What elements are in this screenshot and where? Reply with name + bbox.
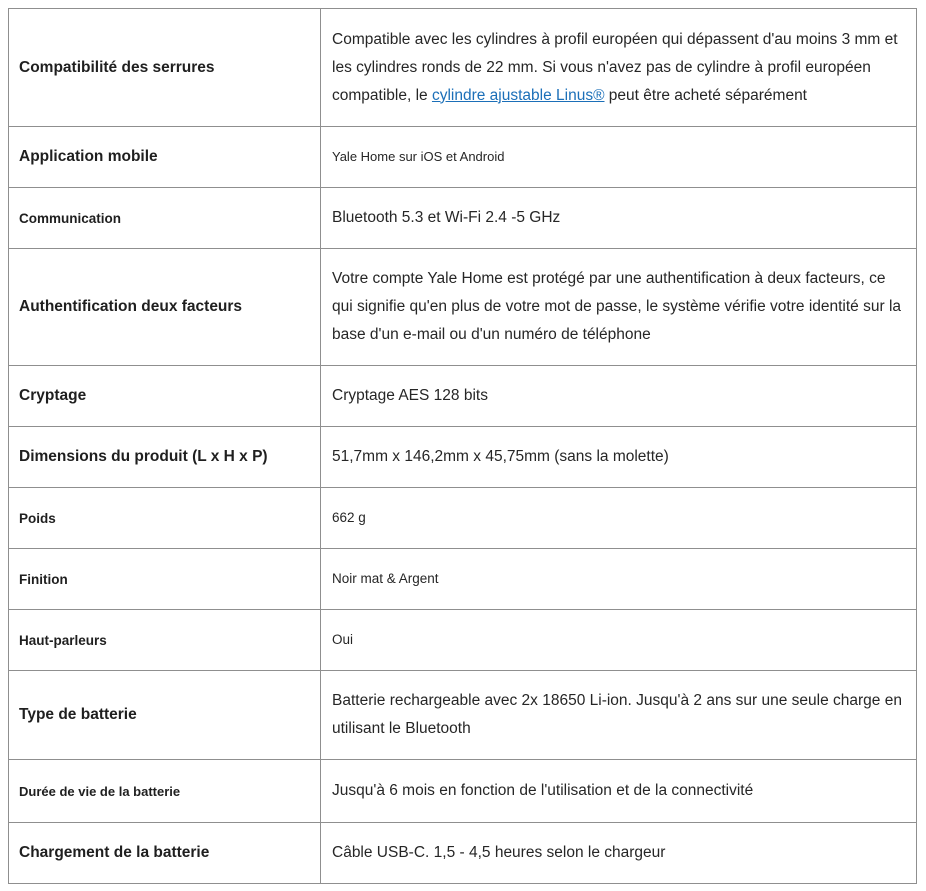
table-row <box>9 427 917 488</box>
row-value: Noir mat & Argent <box>321 549 917 610</box>
row-label: Chargement de la batterie <box>9 823 321 884</box>
row-label: Type de batterie <box>9 671 321 760</box>
table-row <box>9 366 917 427</box>
row-label: Haut-parleurs <box>9 610 321 671</box>
table-row <box>9 549 917 610</box>
row-value: Bluetooth 5.3 et Wi-Fi 2.4 -5 GHz <box>321 188 917 249</box>
row-value-text: peut être acheté séparément <box>604 86 807 104</box>
table-row <box>9 760 917 823</box>
row-label: Application mobile <box>9 127 321 188</box>
table-row <box>9 823 917 884</box>
row-label: Cryptage <box>9 366 321 427</box>
row-value: Oui <box>321 610 917 671</box>
row-value: Câble USB-C. 1,5 - 4,5 heures selon le chargeur <box>321 823 917 884</box>
table-row <box>9 610 917 671</box>
row-value: 51,7mm x 146,2mm x 45,75mm (sans la molette) <box>321 427 917 488</box>
table-row <box>9 9 917 127</box>
row-value: Votre compte Yale Home est protégé par une authentification à deux facteurs, ce qui signifie qu'en plus de votre mot de passe, le système vérifie votre identité sur la base d'un e-mail ou d'un numéro de téléphone <box>321 249 917 366</box>
row-value: Yale Home sur iOS et Android <box>321 127 917 188</box>
row-label: Durée de vie de la batterie <box>9 760 321 823</box>
table-row <box>9 671 917 760</box>
row-label: Authentification deux facteurs <box>9 249 321 366</box>
row-label: Poids <box>9 488 321 549</box>
row-label: Compatibilité des serrures <box>9 9 321 127</box>
table-row <box>9 488 917 549</box>
spec-table <box>8 8 917 884</box>
row-value: Cryptage AES 128 bits <box>321 366 917 427</box>
row-value: Batterie rechargeable avec 2x 18650 Li-ion. Jusqu'à 2 ans sur une seule charge en utilisant le Bluetooth <box>321 671 917 760</box>
row-value: Jusqu'à 6 mois en fonction de l'utilisation et de la connectivité <box>321 760 917 823</box>
table-row <box>9 188 917 249</box>
row-value-text: Compatible avec les cylindres à profil européen qui dépassent d'au moins 3 mm et les cylindres ronds de 22 mm. Si vous n'avez pas de cylindre à profil européen compatible, le <box>332 30 898 104</box>
table-row <box>9 249 917 366</box>
table-row <box>9 127 917 188</box>
row-value: 662 g <box>321 488 917 549</box>
row-label: Finition <box>9 549 321 610</box>
row-label: Dimensions du produit (L x H x P) <box>9 427 321 488</box>
row-label: Communication <box>9 188 321 249</box>
row-value <box>321 9 917 127</box>
linus-cylinder-link[interactable]: cylindre ajustable Linus® <box>431 86 605 104</box>
